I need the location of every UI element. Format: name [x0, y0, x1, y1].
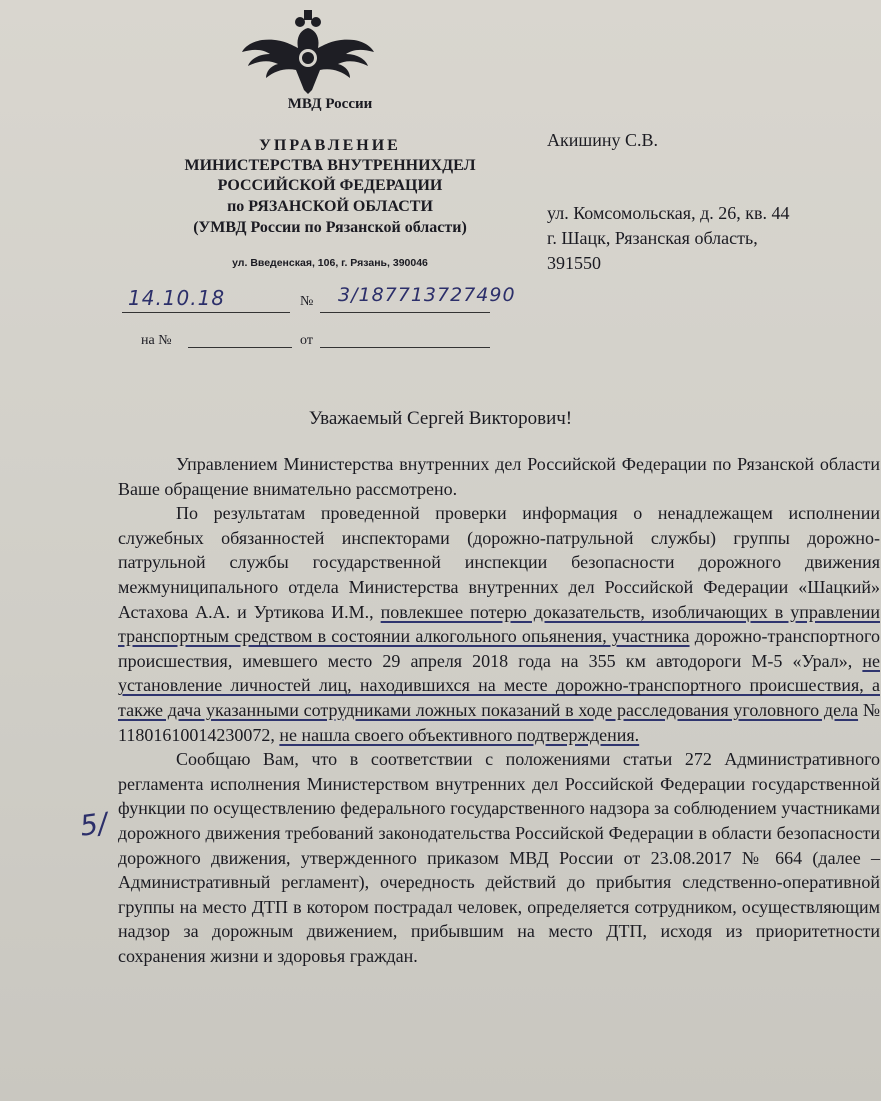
org-line-4: по РЯЗАНСКОЙ ОБЛАСТИ: [227, 198, 433, 215]
on-number-line: [188, 347, 292, 348]
underlined-text-3: не нашла своего объективного подтверждения.: [279, 724, 640, 745]
recipient-address-1: ул. Комсомольская, д. 26, кв. 44: [547, 203, 790, 223]
handwritten-margin-mark: 5/: [77, 806, 110, 843]
letter-body: [118, 452, 880, 968]
paragraph-1: Управлением Министерства внутренних дел Российской Федерации по Рязанской области Ваше обращение внимательно рассмотрено.: [118, 454, 880, 499]
paragraph-2: [118, 501, 880, 747]
ministry-name: МВД России: [287, 96, 373, 112]
recipient-address-3: 391550: [547, 253, 601, 273]
underlined-text-2: не установление личностей лиц, находившихся на месте дорожно-транспортного происшествия, а также дача указанными сотрудниками ложных показаний в ходе расследования уголовного дела: [118, 650, 880, 720]
double-headed-eagle-icon: [240, 8, 376, 94]
from-line: [320, 347, 490, 348]
on-number-label: на №: [141, 333, 172, 348]
org-line-3: РОССИЙСКОЙ ФЕДЕРАЦИИ: [217, 177, 443, 194]
org-line-2: МИНИСТЕРСТВА ВНУТРЕННИХДЕЛ: [184, 157, 476, 174]
org-address: ул. Введенская, 106, г. Рязань, 390046: [232, 257, 428, 269]
date-line: [122, 312, 290, 313]
recipient-address-2: г. Шацк, Рязанская область,: [547, 228, 758, 248]
paragraph-2-text-a: По результатам проведенной проверки информация о ненадлежащем исполнении служебных обязанностей инспекторами (дорожно-патрульной службы) группы дорожно-патрульной службы государственной инспекции безопасности дорожного движения межмуниципального отдела Министерства внутренних дел Российской Федерации «Шацкий» Астахова А.А. и Уртикова И.М.,: [118, 503, 880, 622]
salutation: Уважаемый Сергей Викторович!: [308, 408, 573, 429]
paragraph-3: Сообщаю Вам, что в соответствии с положениями статьи 272 Административного регламента исполнения Министерством внутренних дел Российской Федерации государственной функции по осуществлению федерального государственного надзора за соблюдением участниками дорожного движения требований законодательства Российской Федерации в области безопасности дорожного движения, утвержденного приказом МВД России от 23.08.2017 № 664 (далее – Административный регламент), очередность действий до прибытия следственно-оперативной группы на место ДТП в котором пострадал человек, определяется сотрудником, осуществляющим надзор за дорожным движением, прибывшим на место ДТП, исходя из приоритетности сохранения жизни и здоровья граждан.: [118, 749, 880, 966]
recipient-name: Акишину С.В.: [547, 130, 659, 150]
from-label: от: [300, 333, 313, 348]
underlined-text-1: повлекшее потерю доказательств, изобличающих в управлении транспортным средством в состоянии алкогольного опьянения, участника: [118, 601, 880, 647]
paragraph-2-text-c: № 11801610014230072,: [118, 699, 880, 745]
org-line-1: УПРАВЛЕНИЕ: [259, 137, 401, 154]
registration-date: 14.10.18: [128, 286, 226, 310]
paragraph-2-text-b: дорожно-транспортного происшествия, имевшего место 29 апреля 2018 года на 355 км автодороги М-5 «Урал»,: [118, 626, 880, 671]
number-line: [320, 312, 490, 313]
number-sign: №: [300, 294, 314, 309]
org-line-5: (УМВД России по Рязанской области): [193, 219, 467, 236]
registration-number: 3/187713727490: [338, 284, 516, 306]
